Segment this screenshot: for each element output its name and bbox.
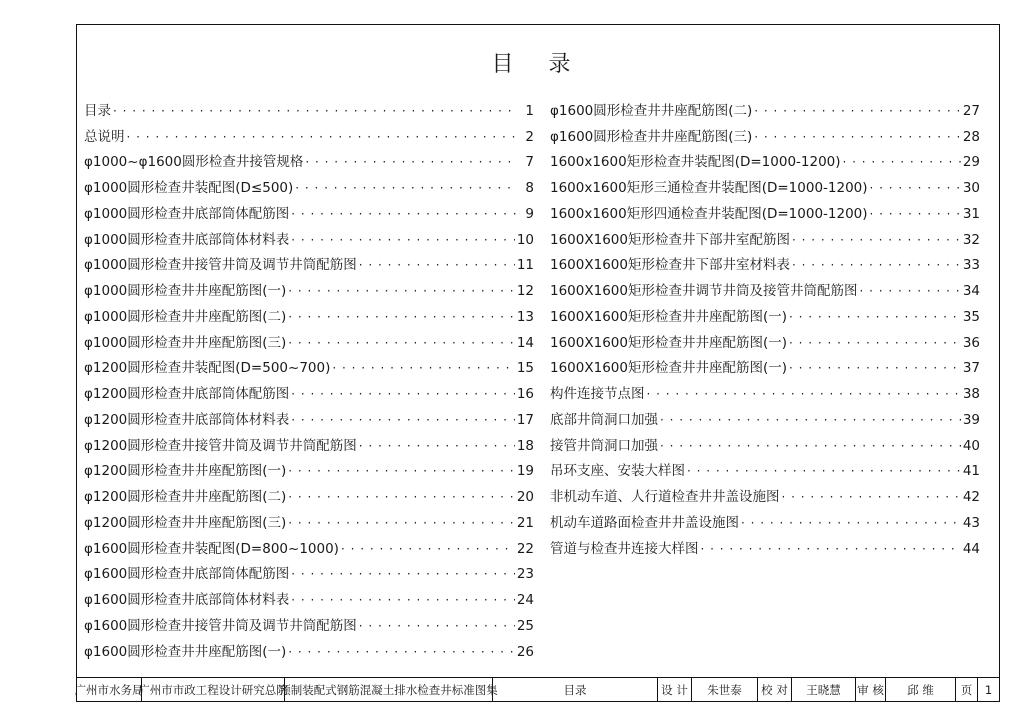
toc-entry-page: 17 [516,411,534,428]
toc-entry-title: φ1200圆形检查井底部筒体材料表 [84,411,290,428]
toc-entry [84,170,534,196]
toc-entry [550,299,980,325]
toc-leader-dots [288,309,515,325]
toc-leader-dots [859,283,960,299]
toc-entry [550,531,980,557]
toc-leader-dots [291,592,515,608]
toc-leader-dots [288,283,515,299]
toc-entry-page: 8 [525,180,534,196]
toc-entry-page: 16 [516,386,534,402]
toc-entry [550,505,980,531]
toc-entry [84,557,534,583]
toc-entry-page: 38 [962,386,980,402]
toc-leader-dots [127,129,519,145]
toc-entry-page: 2 [525,128,534,145]
toc-entry [84,299,534,325]
toc-entry [550,325,980,351]
footer-check-label: 校 对 [758,678,792,701]
toc-leader-dots [291,206,518,222]
toc-entry-page: 11 [516,257,534,274]
drawing-frame [76,24,1000,702]
toc-entry-page: 37 [962,360,980,377]
toc-entry [84,428,534,454]
toc-entry-title: 1600X1600矩形检查井下部井室材料表 [550,257,790,274]
toc-leader-dots [359,618,515,634]
toc-leader-dots [687,463,961,479]
toc-leader-dots [332,360,514,376]
toc-entry-title: 1600X1600矩形检查井井座配筋图(一) [550,334,787,351]
toc-entry [84,376,534,402]
toc-entry-title: φ1200圆形检查井接管井筒及调节井筒配筋图 [84,437,357,454]
toc-entry-title: φ1000圆形检查井装配图(D≤500) [84,180,294,196]
footer-page-label: 页 [956,678,978,701]
toc-leader-dots [741,515,961,531]
toc-entry-title: φ1600圆形检查井装配图(D=800~1000) [84,540,339,557]
toc-entry-title: φ1200圆形检查井井座配筋图(三) [84,514,287,531]
footer-atlas-title: 预制装配式钢筋混凝土排水检查井标准图集 [285,678,493,701]
toc-leader-dots [782,489,961,505]
toc-leader-dots [113,103,518,119]
footer-design-name: 朱世泰 [692,678,758,701]
toc-entry-title: 底部井筒洞口加强 [550,411,658,428]
title-block [74,677,999,701]
toc-entry-page: 33 [962,257,980,274]
toc-entry [84,479,534,505]
toc-leader-dots [660,438,961,454]
toc-entry-title: φ1600圆形检查井底部筒体材料表 [84,592,290,608]
toc-entry [84,93,534,119]
toc-entry-page: 7 [525,154,534,171]
toc-entry [84,196,534,222]
toc-entry-title: φ1600圆形检查井井座配筋图(一) [84,643,287,660]
toc-leader-dots [701,541,961,557]
toc-leader-dots [870,180,961,196]
toc-entry-page: 40 [962,437,980,454]
toc-left-column [84,93,534,660]
toc-entry [84,531,534,557]
toc-entry [550,479,980,505]
toc-entry-page: 20 [516,489,534,505]
toc-entry-page: 32 [962,231,980,248]
footer-review-label: 审 核 [856,678,886,701]
toc-entry [550,376,980,402]
toc-entry [550,93,980,119]
toc-entry [550,222,980,248]
toc-entry-title: φ1600圆形检查井接管井筒及调节井筒配筋图 [84,617,357,634]
toc-entry-page: 35 [962,308,980,325]
toc-leader-dots [359,257,515,273]
toc-entry-page: 44 [962,540,980,557]
toc-entry [550,170,980,196]
toc-entry-page: 21 [516,514,534,531]
toc-entry-page: 29 [962,154,980,171]
toc-entry-title: 机动车道路面检查井井盖设施图 [550,514,739,531]
toc-entry-title: φ1000圆形检查井接管井筒及调节井筒配筋图 [84,257,357,274]
toc-entry-page: 24 [516,592,534,608]
toc-entry-title: φ1200圆形检查井装配图(D=500~700) [84,360,331,377]
toc-leader-dots [789,309,961,325]
toc-entry-title: 管道与检查井连接大样图 [550,540,699,557]
toc-entry [550,351,980,377]
toc-entry-page: 39 [962,411,980,428]
toc-entry-title: 1600x1600矩形检查井装配图(D=1000-1200) [550,154,841,171]
toc-entry-title: φ1600圆形检查井井座配筋图(二) [550,102,753,119]
toc-entry-page: 13 [516,308,534,325]
toc-entry-page: 22 [516,540,534,557]
toc-leader-dots [291,566,515,582]
toc-leader-dots [359,438,515,454]
toc-entry-page: 23 [516,566,534,583]
toc-leader-dots [291,232,515,248]
toc-entry-page: 41 [962,463,980,480]
toc-entry-page: 14 [516,334,534,351]
toc-entry [84,505,534,531]
toc-entry-title: φ1600圆形检查井底部筒体配筋图 [84,566,290,583]
toc-entry-page: 19 [516,463,534,480]
toc-entry-title: 吊环支座、安装大样图 [550,463,685,480]
toc-entry [84,273,534,299]
toc-entry [550,196,980,222]
toc-leader-dots [288,335,515,351]
footer-org1: 广州市水务局 [77,678,142,701]
toc-leader-dots [792,232,961,248]
footer-design-label: 设 计 [658,678,692,701]
toc-leader-dots [660,412,961,428]
toc-entry-page: 26 [516,643,534,660]
toc-entry-title: φ1600圆形检查井井座配筋图(三) [550,128,753,145]
toc-entry [84,582,534,608]
toc-leader-dots [754,103,961,119]
footer-page-number: 1 [984,682,993,697]
toc-entry-page: 43 [962,514,980,531]
toc-entry-title: 1600x1600矩形四通检查井装配图(D=1000-1200) [550,205,868,222]
footer-check-name: 王晓慧 [792,678,856,701]
toc-entry-title: φ1000圆形检查井底部筒体材料表 [84,231,290,248]
toc-entry-title: 1600X1600矩形检查井井座配筋图(一) [550,360,787,377]
toc-entry-title: 非机动车道、人行道检查井井盖设施图 [550,489,780,505]
toc-entry-title: φ1000圆形检查井井座配筋图(二) [84,308,287,325]
toc-entry-title: 目录 [84,102,111,119]
toc-entry-title: φ1200圆形检查井底部筒体配筋图 [84,386,290,402]
toc-entry-title: φ1200圆形检查井井座配筋图(一) [84,463,287,480]
toc-leader-dots [291,386,515,402]
toc-entry-title: φ1000圆形检查井底部筒体配筋图 [84,205,290,222]
toc-entry-title: 构件连接节点图 [550,386,645,402]
toc-entry-page: 27 [962,102,980,119]
toc-leader-dots [295,180,518,196]
toc-entry [550,145,980,171]
toc-entry [84,145,534,171]
toc-leader-dots [789,360,961,376]
footer-sheet-name: 目录 [493,678,658,701]
toc-leader-dots [288,644,515,660]
toc-entry [84,325,534,351]
toc-entry-page: 1 [525,102,534,119]
toc-entry-title: φ1000圆形检查井井座配筋图(一) [84,283,287,299]
toc-entry [550,428,980,454]
toc-leader-dots [754,129,961,145]
footer-review-name: 邱 维 [886,678,956,701]
toc-entry-page: 30 [962,180,980,196]
toc-leader-dots [789,335,961,351]
toc-entry-page: 10 [516,231,534,248]
toc-entry-page: 9 [525,205,534,222]
toc-entry [84,634,534,660]
toc-entry [550,454,980,480]
toc-leader-dots [870,206,961,222]
toc-leader-dots [288,463,515,479]
toc-leader-dots [843,154,961,170]
toc-leader-dots [291,412,515,428]
toc-leader-dots [288,515,515,531]
toc-entry [84,402,534,428]
toc-leader-dots [288,489,515,505]
toc-entry-page: 25 [516,617,534,634]
toc-entry [84,351,534,377]
toc-entry [84,454,534,480]
toc-entry [550,119,980,145]
toc-entry-page: 34 [962,283,980,299]
page-title: 目 录 [491,52,585,77]
toc-entry [84,119,534,145]
toc-entry-title: 1600X1600矩形检查井井座配筋图(一) [550,308,787,325]
toc-entry-page: 12 [516,283,534,299]
toc-entry-page: 31 [962,205,980,222]
toc-leader-dots [792,257,961,273]
toc-leader-dots [647,386,961,402]
toc-entry-title: φ1000圆形检查井井座配筋图(三) [84,334,287,351]
toc-entry-title: 总说明 [84,128,125,145]
toc-entry [550,402,980,428]
toc-entry [550,248,980,274]
toc-right-column [550,93,980,557]
toc-entry [84,608,534,634]
toc-entry-page: 28 [962,128,980,145]
toc-entry-title: 1600X1600矩形检查井调节井筒及接管井筒配筋图 [550,283,858,299]
toc-entry-page: 42 [962,489,980,505]
toc-entry-page: 15 [516,360,534,377]
toc-leader-dots [341,541,515,557]
toc-entry-page: 36 [962,334,980,351]
toc-entry-title: φ1200圆形检查井井座配筋图(二) [84,489,287,505]
toc-entry-title: 1600x1600矩形三通检查井装配图(D=1000-1200) [550,180,868,196]
toc-entry [550,273,980,299]
toc-entry [84,222,534,248]
toc-entry-title: 接管井筒洞口加强 [550,437,658,454]
toc-entry-title: φ1000~φ1600圆形检查井接管规格 [84,154,304,171]
toc-entry [84,248,534,274]
toc-entry-title: 1600X1600矩形检查井下部井室配筋图 [550,231,790,248]
toc-entry-page: 18 [516,437,534,454]
footer-org2: 广州市市政工程设计研究总院 [142,678,285,701]
toc-leader-dots [305,154,518,170]
